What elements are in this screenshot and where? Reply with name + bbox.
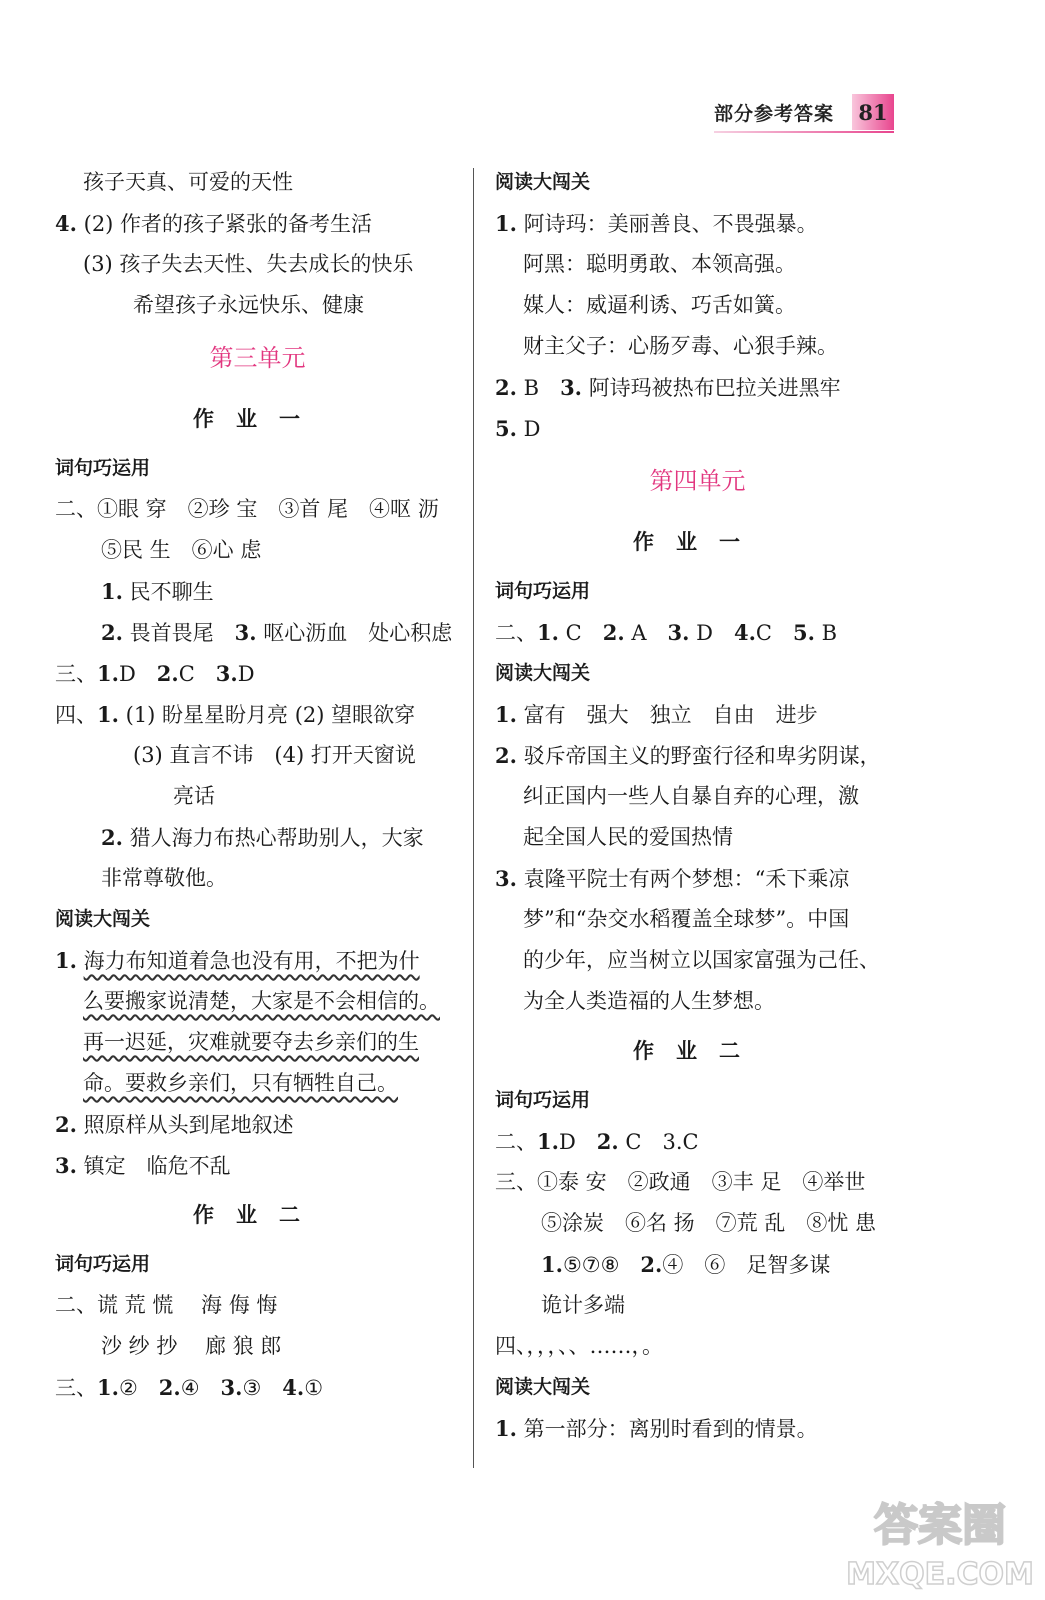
header-title: 部分参考答案 [714,102,835,125]
section-heading: 词句巧运用 [55,457,151,479]
answer-line: 1. 民不聊生 [101,579,214,604]
answer-line: 三、1.② 2.④ 3.③ 4.① [55,1375,324,1400]
answer-line: 二、1. C 2. A 3. D 4.C 5. B [495,620,838,645]
answer-line: 三、①泰 安 ②政通 ③丰 足 ④举世 [495,1170,866,1194]
answer-line: 希望孩子永远快乐、健康 [133,293,364,317]
answer-line: 财主父子：心肠歹毒、心狠手辣。 [523,334,838,358]
answer-line: 2. 猎人海力布热心帮助别人，大家 [101,825,424,850]
section-heading: 词句巧运用 [495,1089,591,1111]
column-divider [473,168,474,1468]
answer-line: (3) 直言不讳 (4) 打开天窗说 [133,743,416,767]
left-column [55,162,460,1408]
answer-line: 诡计多端 [541,1293,625,1317]
answer-line: 二、谎 荒 慌 海 侮 悔 [55,1293,278,1317]
answer-line: 为全人类造福的人生梦想。 [523,989,775,1013]
section-heading: 阅读大闯关 [495,662,591,684]
svg-text:MXQE.COM: MXQE.COM [846,1557,1034,1592]
answer-line: 三、1.D 2.C 3.D [55,661,255,686]
homework-title: 作业一 [193,407,322,431]
answer-line: 四、1. (1) 盼星星盼月亮 (2) 望眼欲穿 [55,702,416,727]
answer-line: 四、，，，、、……，。 [495,1334,663,1358]
answer-line: 起全国人民的爱国热情 [523,825,733,849]
answer-line: 媒人：威逼利诱、巧舌如簧。 [523,293,796,317]
answer-line: 梦”和“杂交水稻覆盖全球梦”。中国 [523,907,850,931]
section-heading: 阅读大闯关 [495,1376,591,1398]
homework-title: 作业二 [193,1203,322,1227]
answer-line: 1. 海力布知道着急也没有用，不把为什 [55,948,420,973]
answer-line: 1. 第一部分：离别时看到的情景。 [495,1416,818,1441]
homework-title: 作业一 [633,530,762,554]
answer-line: 么要搬家说清楚，大家是不会相信的。 [83,989,440,1013]
answer-line: 孩子天真、可爱的天性 [83,170,293,194]
answer-line: 亮话 [173,784,215,808]
right-column [495,162,900,1449]
section-heading: 阅读大闯关 [55,908,151,930]
answer-line: 3. 镇定 临危不乱 [55,1153,231,1178]
svg-text:答案圈: 答案圈 [874,1500,1006,1551]
answer-line: 1. 富有 强大 独立 自由 进步 [495,702,818,727]
answer-line: 5. D [495,416,541,441]
answer-line: 的少年，应当树立以国家富强为己任、 [523,948,880,972]
answer-line: 1. 阿诗玛：美丽善良、不畏强暴。 [495,211,818,236]
unit-title: 第三单元 [209,344,306,372]
answer-line: ⑤民 生 ⑥心 虑 [101,538,262,562]
answer-line: (3) 孩子失去天性、失去成长的快乐 [83,252,414,276]
homework-title: 作业二 [633,1039,762,1063]
section-heading: 阅读大闯关 [495,171,591,193]
answer-line: 纠正国内一些人自暴自弃的心理，激 [523,784,859,808]
answer-line: 二、1.D 2. C 3.C [495,1129,699,1154]
page-number: 81 [852,94,894,130]
answer-line: 再一迟延，灾难就要夺去乡亲们的生 [83,1030,419,1054]
unit-title: 第四单元 [649,467,746,495]
answer-line: 2. 畏首畏尾 3. 呕心沥血 处心积虑 [101,620,453,645]
answer-line: 二、①眼 穿 ②珍 宝 ③首 尾 ④呕 沥 [55,497,439,521]
answer-line: 阿黑：聪明勇敢、本领高强。 [523,252,796,276]
answer-line: 非常尊敬他。 [101,866,227,890]
answer-line: 1.⑤⑦⑧ 2.④ ⑥ 足智多谋 [541,1252,831,1277]
section-heading: 词句巧运用 [55,1253,151,1275]
answer-line: 2. 照原样从头到尾地叙述 [55,1112,294,1137]
watermark-logo [845,1492,1035,1592]
answer-line: ⑤涂炭 ⑥名 扬 ⑦荒 乱 ⑧忧 患 [541,1211,877,1235]
header-rule [714,131,894,133]
answer-line: 2. 驳斥帝国主义的野蛮行径和卑劣阴谋， [495,743,881,768]
page-header [714,92,894,132]
section-heading: 词句巧运用 [495,580,591,602]
answer-line: 3. 袁隆平院士有两个梦想：“禾下乘凉 [495,866,850,891]
answer-line: 4. (2) 作者的孩子紧张的备考生活 [55,211,373,236]
answer-line: 2. B 3. 阿诗玛被热布巴拉关进黑牢 [495,375,841,400]
answer-line: 命。要救乡亲们，只有牺牲自己。 [83,1071,398,1095]
answer-line: 沙 纱 抄 廊 狼 郎 [101,1334,282,1358]
